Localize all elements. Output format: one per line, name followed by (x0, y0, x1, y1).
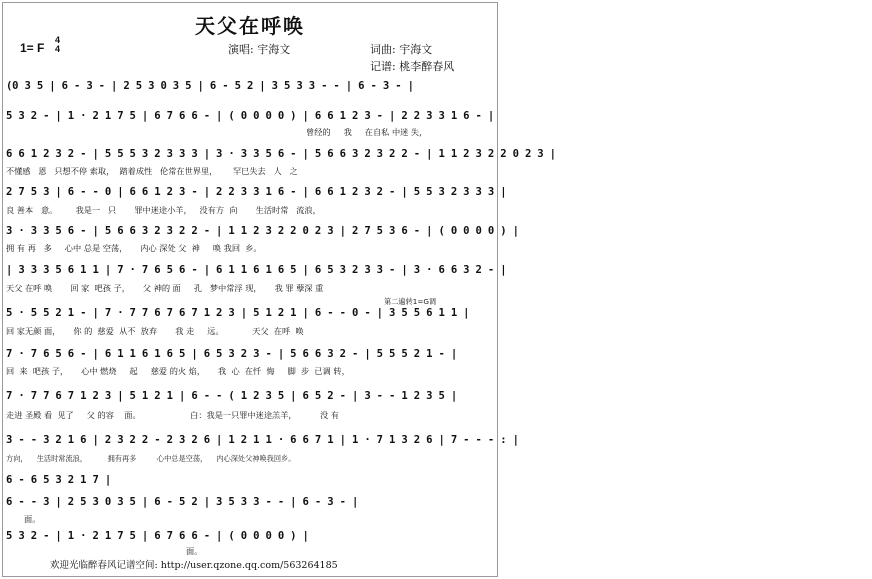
notation-line-8: 7 · 7 6 5 6 - | 6 1 1 6 1 6 5 | 6 5 3 2 3 - | 5 6 6 3 2 - | 5 5 5 2 1 - | (6, 348, 457, 360)
notation-line-12: 6 - - 3 | 2 5 3 0 3 5 | 6 - 5 2 | 3 5 3 3 - - | 6 - 3 - | (6, 496, 359, 508)
transcriber-credit: 记谱: 桃李醉春风 (370, 60, 455, 73)
singer-credit: 演唱: 宇海文 (228, 43, 291, 56)
footer-credit: 欢迎光临醉春风记谱空间: http://user.qzone.qq.com/563264185 (50, 560, 338, 571)
lyric-line-2: 不懂感 恩 只想不停 索取， 踏着成性 伦常在世界里， 罕巳失去 人 之 (6, 166, 298, 176)
notation-line-5: 3 · 3 3 5 6 - | 5 6 6 3 2 3 2 2 - | 1 1 2 3 2 2 0 2 3 | 2 7 5 3 6 - | ( 0 0 0 0 ) | (6, 225, 519, 237)
lyric-line-8: 走进 圣殿 看 见了 父 的容 面。 白：我是一只罪中迷途羔羊， 没 有 (6, 410, 339, 420)
time-signature (55, 36, 60, 54)
lyric-line-1: 曾经的 我 在自私 中迷 失， (306, 127, 428, 137)
key-change-note: 第二遍转1=G调 (384, 297, 437, 306)
notation-line-11: 6 - 6 5 3 2 1 7 | (6, 474, 112, 486)
lyric-line-10: 面。 (24, 514, 41, 524)
notation-line-10: 3 - - 3 2 1 6 | 2 3 2 2 - 2 3 2 6 | 1 2 1 1 · 6 6 7 1 | 1 · 7 1 3 2 6 | 7 - - - : | (6, 434, 519, 446)
lyric-line-11: 面。 (186, 546, 203, 556)
meter-top: 4 (55, 35, 61, 45)
lyric-line-9: 方向， 生活时常流浪， 拥有再多 心中总是空荡， 内心深处父神唤我回乡。 (6, 454, 296, 463)
notation-line-9: 7 · 7 7 6 7 1 2 3 | 5 1 2 1 | 6 - - ( 1 2 3 5 | 6 5 2 - | 3 - - 1 2 3 5 | (6, 390, 457, 402)
notation-line-2: 5 3 2 - | 1 · 2 1 7 5 | 6 7 6 6 - | ( 0 0 0 0 ) | 6 6 1 2 3 - | 2 2 3 3 1 6 - | (6, 110, 495, 122)
notation-line-7: 5 · 5 5 2 1 - | 7 · 7 7 6 7 6 7 1 2 3 | 5 1 2 1 | 6 - - 0 - | 3 5 5 6 1 1 | (6, 307, 470, 319)
page-title: 天父在呼唤 (195, 14, 305, 38)
lyric-line-5: 天父 在呼 唤 回 家 吧孩 子， 父 神的 面 孔 梦中常浮 现， 我 罪 孽深 重 (6, 283, 324, 293)
composer-credit: 词曲: 宇海文 (370, 43, 433, 56)
key-signature: 1= F (20, 41, 45, 55)
notation-line-13: 5 3 2 - | 1 · 2 1 7 5 | 6 7 6 6 - | ( 0 0 0 0 ) | (6, 530, 309, 542)
lyric-line-7: 回 来 吧孩 子， 心中 燃烧 起 慈爱 的火 焰， 我 心 在忏 悔 脚 步 已调 转， (6, 366, 350, 376)
notation-line-6: | 3 3 3 5 6 1 1 | 7 · 7 6 5 6 - | 6 1 1 6 1 6 5 | 6 5 3 2 3 3 - | 3 · 6 6 3 2 - | (6, 264, 507, 276)
notation-line-1: (0 3 5 | 6 - 3 - | 2 5 3 0 3 5 | 6 - 5 2 | 3 5 3 3 - - | 6 - 3 - | (6, 80, 414, 92)
lyric-line-6: 回 家无颜 面， 你 的 慈爱 从不 放弃 我 走 远。 天父 在呼 唤 (6, 326, 304, 336)
lyric-line-3: 良 善本 意。 我是一 只 罪中迷途小羊， 没有方 向 生活时常 流浪， (6, 205, 321, 215)
notation-line-4: 2 7 5 3 | 6 - - 0 | 6 6 1 2 3 - | 2 2 3 3 1 6 - | 6 6 1 2 3 2 - | 5 5 3 2 3 3 3 | (6, 186, 507, 198)
meter-bottom: 4 (55, 44, 61, 54)
lyric-line-4: 拥 有 再 多 心中 总是 空荡， 内心 深处 父 神 唤 我回 乡。 (6, 243, 262, 253)
notation-line-3: 6 6 1 2 3 2 - | 5 5 5 3 2 3 3 3 | 3 · 3 3 5 6 - | 5 6 6 3 2 3 2 2 - | 1 1 2 3 2 2 0 2 3 | (6, 148, 556, 160)
